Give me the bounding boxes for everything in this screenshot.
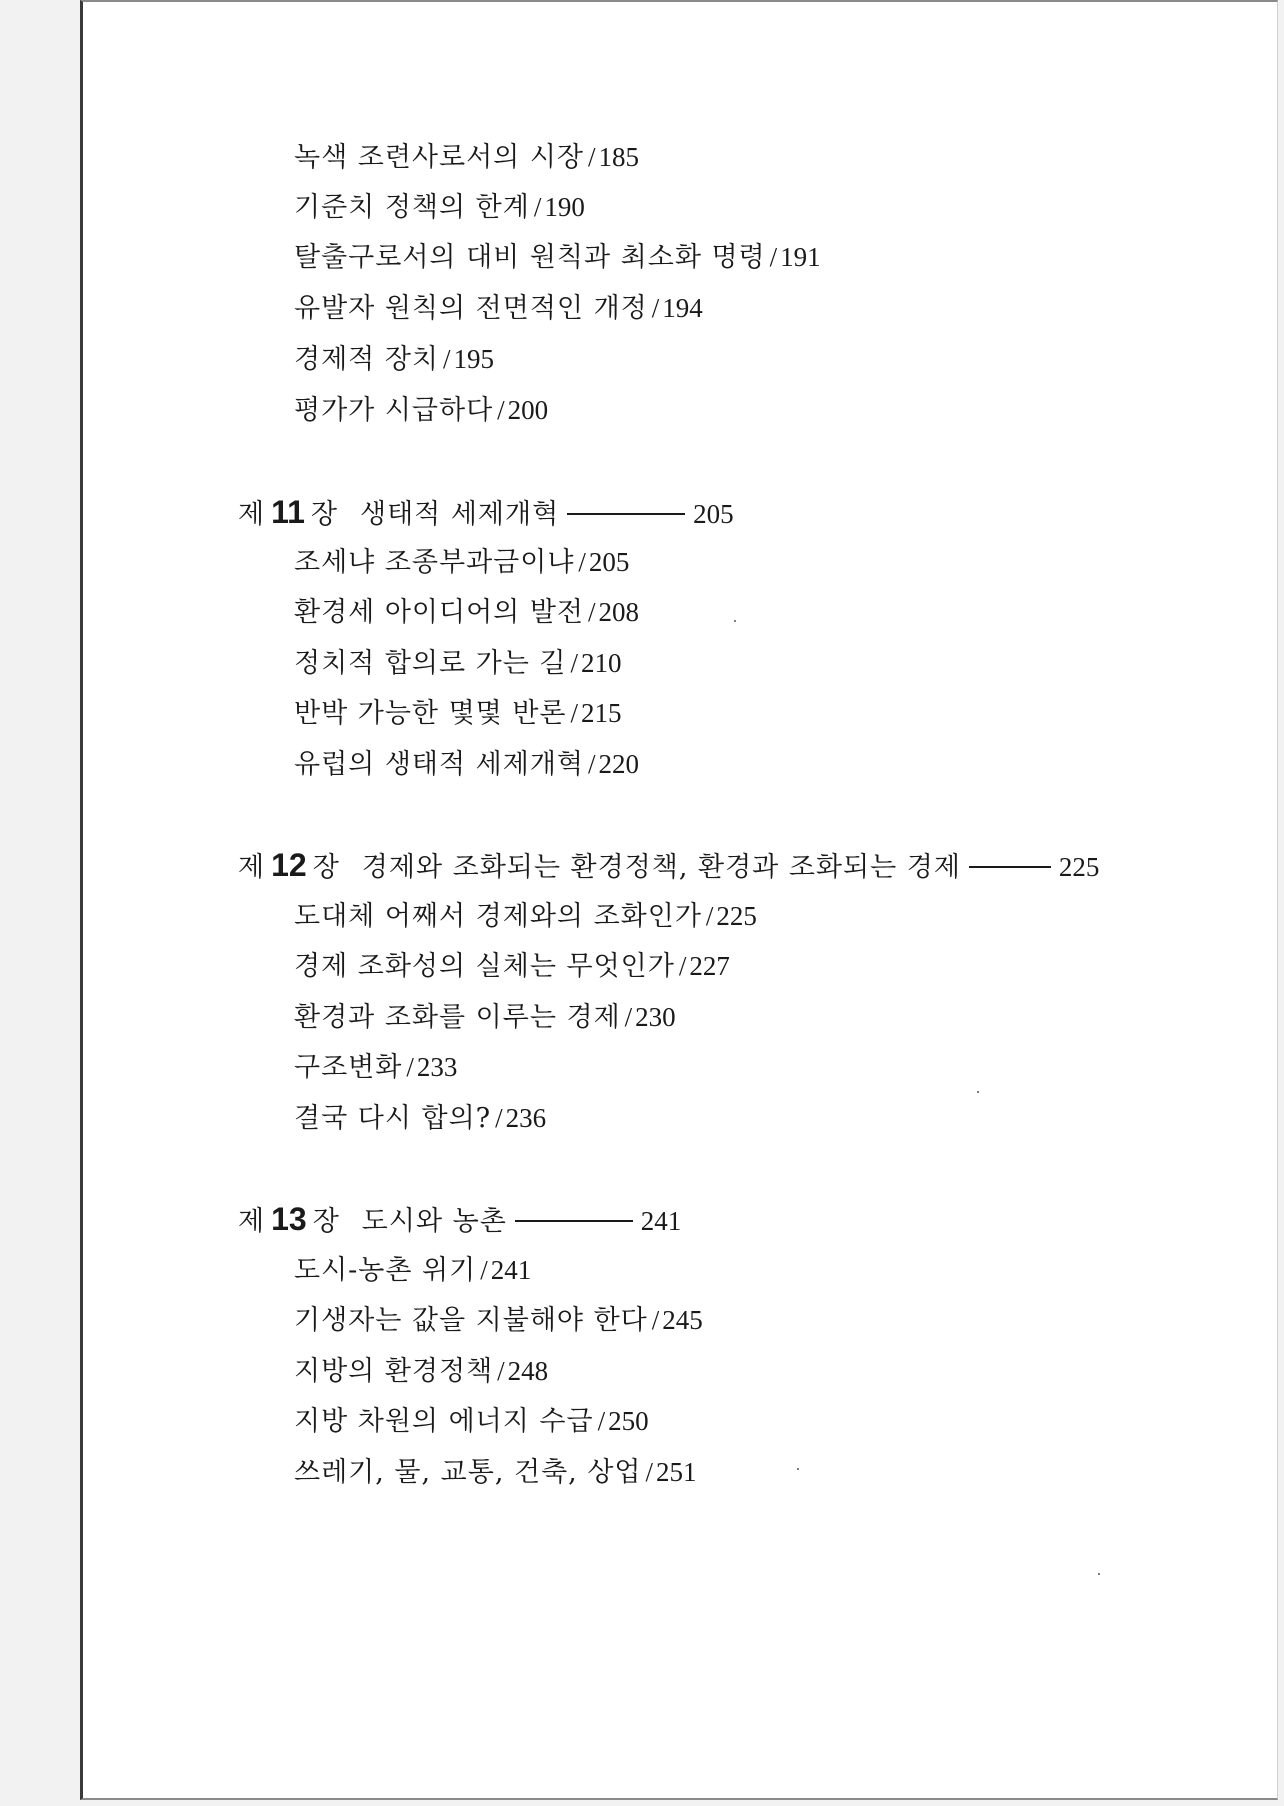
- chapter-number: 13: [271, 1201, 307, 1237]
- entry-title: 경제 조화성의 실체는 무엇인가: [294, 951, 675, 982]
- entry-page: 200: [507, 395, 549, 425]
- toc-entry: [294, 595, 639, 630]
- entry-page: 250: [608, 1406, 649, 1436]
- chapter-title: 경제와 조화되는 환경정책, 환경과 조화되는 경제: [361, 852, 961, 883]
- chapter-heading: [238, 847, 1099, 886]
- toc-entry: [294, 545, 629, 580]
- separator: /: [480, 1255, 489, 1285]
- chapter-suffix: 장: [312, 1206, 340, 1237]
- chapter-heading: [238, 1201, 681, 1240]
- separator: /: [588, 142, 597, 172]
- entry-page: 190: [544, 192, 585, 222]
- toc-entry: [294, 646, 622, 681]
- leader-line: [567, 513, 685, 515]
- entry-page: 210: [581, 648, 622, 678]
- entry-page: 233: [416, 1052, 458, 1082]
- entry-title: 조세냐 조종부과금이냐: [294, 547, 575, 578]
- separator: /: [705, 901, 715, 931]
- separator: /: [570, 648, 580, 678]
- entry-title: 도시-농촌 위기: [294, 1255, 477, 1286]
- chapter-title: 생태적 세제개혁: [360, 499, 560, 530]
- separator: /: [497, 395, 506, 425]
- toc-entry: [294, 1101, 546, 1136]
- chapter-prefix: 제: [238, 499, 266, 530]
- toc-entry: [294, 949, 730, 984]
- entry-page: 208: [598, 597, 640, 627]
- separator: /: [495, 1103, 504, 1133]
- chapter-suffix: 장: [312, 852, 340, 883]
- entry-title: 유발자 원칙의 전면적인 개정: [294, 293, 648, 324]
- entry-page: 185: [598, 142, 640, 172]
- separator: /: [651, 1305, 661, 1335]
- entry-page: 220: [598, 749, 640, 779]
- separator: /: [624, 1002, 634, 1032]
- entry-title: 기준치 정책의 한계: [294, 192, 530, 223]
- entry-title: 구조변화: [294, 1052, 403, 1083]
- chapter-page: 225: [1058, 852, 1100, 882]
- toc-entry: [294, 1455, 697, 1490]
- toc-entry: [294, 747, 639, 782]
- entry-title: 정치적 합의로 가는 길: [294, 648, 567, 679]
- entry-page: 251: [656, 1457, 697, 1487]
- toc-entry: [294, 1050, 457, 1085]
- entry-page: 248: [507, 1356, 549, 1386]
- chapter-page: 205: [693, 499, 734, 529]
- entry-title: 쓰레기, 물, 교통, 건축, 상업: [294, 1457, 642, 1488]
- entry-page: 191: [780, 242, 821, 272]
- separator: /: [570, 698, 580, 728]
- toc-entry: [294, 190, 585, 225]
- toc-entry: [294, 1253, 531, 1288]
- separator: /: [651, 293, 661, 323]
- leader-line: [969, 866, 1051, 868]
- chapter-prefix: 제: [238, 1206, 266, 1237]
- toc-entry: [294, 240, 821, 275]
- toc-entry: [294, 140, 639, 175]
- toc-entry: [294, 1404, 649, 1439]
- entry-page: 236: [505, 1103, 547, 1133]
- entry-page: 205: [588, 547, 630, 577]
- toc-entry: [294, 1303, 703, 1338]
- entry-title: 탈출구로서의 대비 원칙과 최소화 명령: [294, 242, 766, 273]
- chapter-number: 12: [271, 847, 307, 883]
- entry-page: 245: [662, 1305, 703, 1335]
- separator: /: [443, 344, 452, 374]
- toc-entry: [294, 393, 548, 428]
- toc-entry: [294, 1000, 676, 1035]
- entry-title: 도대체 어째서 경제와의 조화인가: [294, 901, 702, 932]
- entry-title: 평가가 시급하다: [294, 395, 494, 426]
- entry-page: 241: [490, 1255, 532, 1285]
- separator: /: [497, 1356, 506, 1386]
- entry-title: 반박 가능한 몇몇 반론: [294, 698, 567, 729]
- entry-title: 경제적 장치: [294, 344, 439, 375]
- scan-speck: [1098, 1573, 1100, 1575]
- entry-title: 기생자는 값을 지불해야 한다: [294, 1305, 648, 1336]
- leader-line: [515, 1220, 633, 1222]
- entry-title: 녹색 조련사로서의 시장: [294, 142, 584, 173]
- book-page: [80, 0, 1278, 1800]
- separator: /: [406, 1052, 415, 1082]
- chapter-number: 11: [271, 494, 305, 530]
- entry-page: 230: [635, 1002, 676, 1032]
- chapter-prefix: 제: [238, 852, 266, 883]
- entry-title: 지방의 환경정책: [294, 1356, 494, 1387]
- toc-entry: [294, 291, 703, 326]
- chapter-suffix: 장: [310, 499, 339, 530]
- entry-page: 194: [662, 293, 703, 323]
- toc-entry: [294, 342, 494, 377]
- chapter-title: 도시와 농촌: [361, 1206, 507, 1237]
- entry-page: 195: [453, 344, 495, 374]
- toc-entry: [294, 1354, 548, 1389]
- entry-page: 215: [581, 698, 622, 728]
- entry-title: 유럽의 생태적 세제개혁: [294, 749, 584, 780]
- toc-entry: [294, 696, 622, 731]
- chapter-heading: [238, 494, 734, 533]
- scan-speck: [977, 1091, 979, 1093]
- separator: /: [678, 951, 688, 981]
- entry-title: 지방 차원의 에너지 수급: [294, 1406, 594, 1437]
- entry-title: 결국 다시 합의?: [294, 1103, 492, 1134]
- entry-page: 227: [689, 951, 730, 981]
- scan-speck: [734, 620, 736, 622]
- separator: /: [597, 1406, 607, 1436]
- separator: /: [533, 192, 543, 222]
- toc-entry: [294, 899, 757, 934]
- entry-title: 환경과 조화를 이루는 경제: [294, 1002, 621, 1033]
- chapter-page: 241: [640, 1206, 682, 1236]
- entry-title: 환경세 아이디어의 발전: [294, 597, 584, 628]
- entry-page: 225: [716, 901, 757, 931]
- scan-speck: [797, 1468, 799, 1470]
- separator: /: [588, 597, 597, 627]
- separator: /: [588, 749, 597, 779]
- separator: /: [769, 242, 779, 272]
- separator: /: [578, 547, 587, 577]
- separator: /: [645, 1457, 654, 1487]
